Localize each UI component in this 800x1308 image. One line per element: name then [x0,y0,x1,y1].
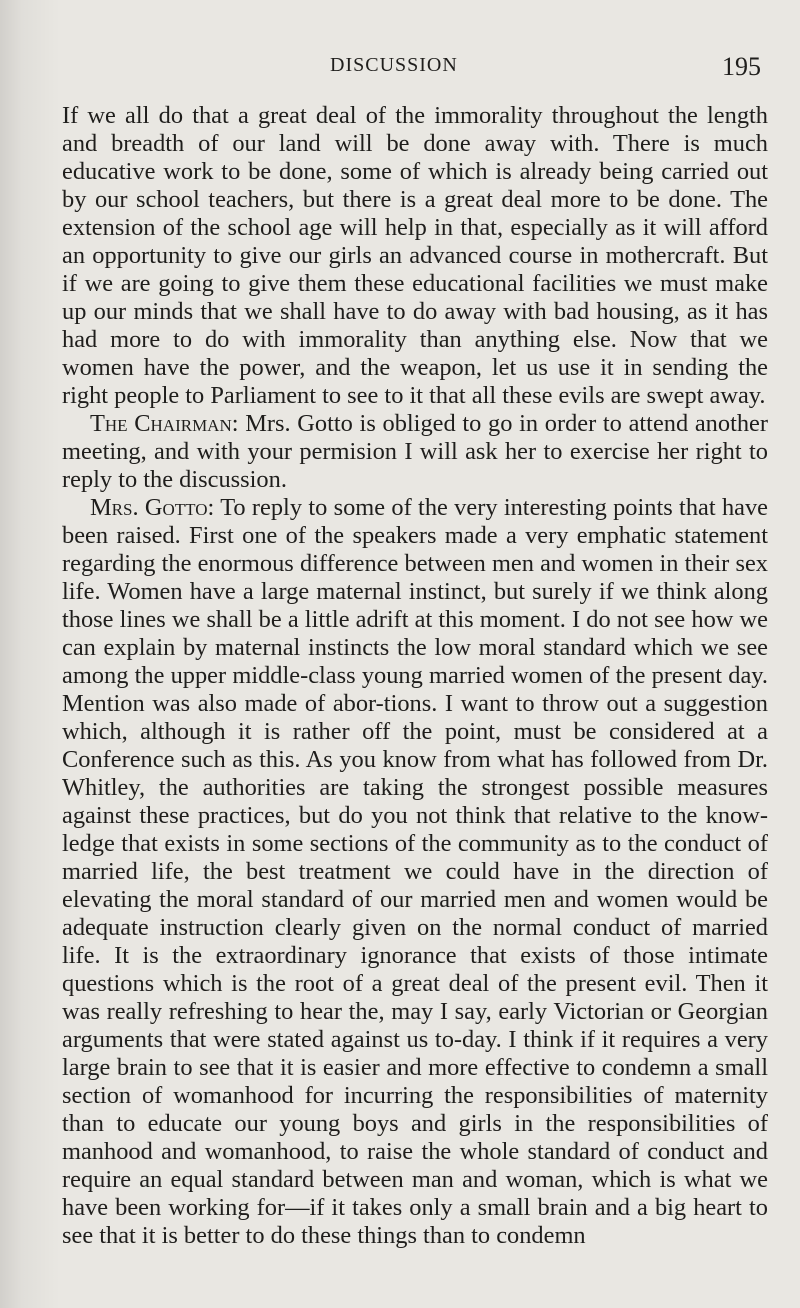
paragraph-3 [62,494,768,1250]
paragraph-text: Mrs. Gotto is obliged to go in order to attend another meeting, and with your permision I will ask her to exercise her right to reply to the discussion. [62,410,768,493]
speaker-name: Mrs. Gotto: [90,494,215,521]
paragraph-1 [62,102,768,410]
paragraph-2 [62,410,768,494]
running-title: DISCUSSION [330,54,458,76]
paragraph-text: If we all do that a great deal of the immorality throughout the length and breadth of our land will be done away with. There is much educative work to be done, some of which is already being carried out by our school teachers, but there is a great deal more to be done. The extension of the school age will help in that, especially as it will afford an opportunity to give our girls an advanced course in mothercraft. But if we are going to give them these educational facilities we must make up our minds that we shall have to do away with bad housing, as it has had more to do with immorality than anything else. Now that we women have the power, and the weapon, let us use it in sending the right people to Parliament to see to it that all these evils are swept away. [62,102,768,409]
page-number: 195 [722,52,761,81]
body-text [62,102,768,1250]
speaker-name: The Chairman: [90,410,239,437]
paragraph-text: To reply to some of the very interesting points that have been raised. First one of the speakers made a very emphatic statement regarding the enormous difference between men and women in their sex life. Women have a large maternal instinct, but surely if we think along those lines we shall be a little adrift at this moment. I do not see how we can explain by maternal instincts the low moral standard which we see among the upper middle-class young married women of the present day. Mention was also made of abor-tions. I want to throw out a suggestion which, although it is rather off the point, must be considered at a Conference such as this. As you know from what has followed from Dr. Whitley, the authorities are taking the strongest possible measures against these practices, but do you not think that relative to the know-ledge that exists in some sections of the community as to the conduct of married life, the best treatment we could have in the direction of elevating the moral standard of our married men and women would be adequate instruction clearly given on the normal conduct of married life. It is the extraordinary ignorance that exists of those intimate questions which is the root of a great deal of the present evil. Then it was really refreshing to hear the, may I say, early Victorian or Georgian arguments that were stated against us to-day. I think if it requires a very large brain to see that it is easier and more effective to condemn a small section of womanhood for incurring the responsibilities of maternity than to educate our young boys and girls in the responsibilities of manhood and womanhood, to raise the whole standard of conduct and require an equal standard between man and woman, which is what we have been working for—if it takes only a small brain and a big heart to see that it is better to do these things than to condemn [62,494,768,1249]
running-head [0,54,800,84]
